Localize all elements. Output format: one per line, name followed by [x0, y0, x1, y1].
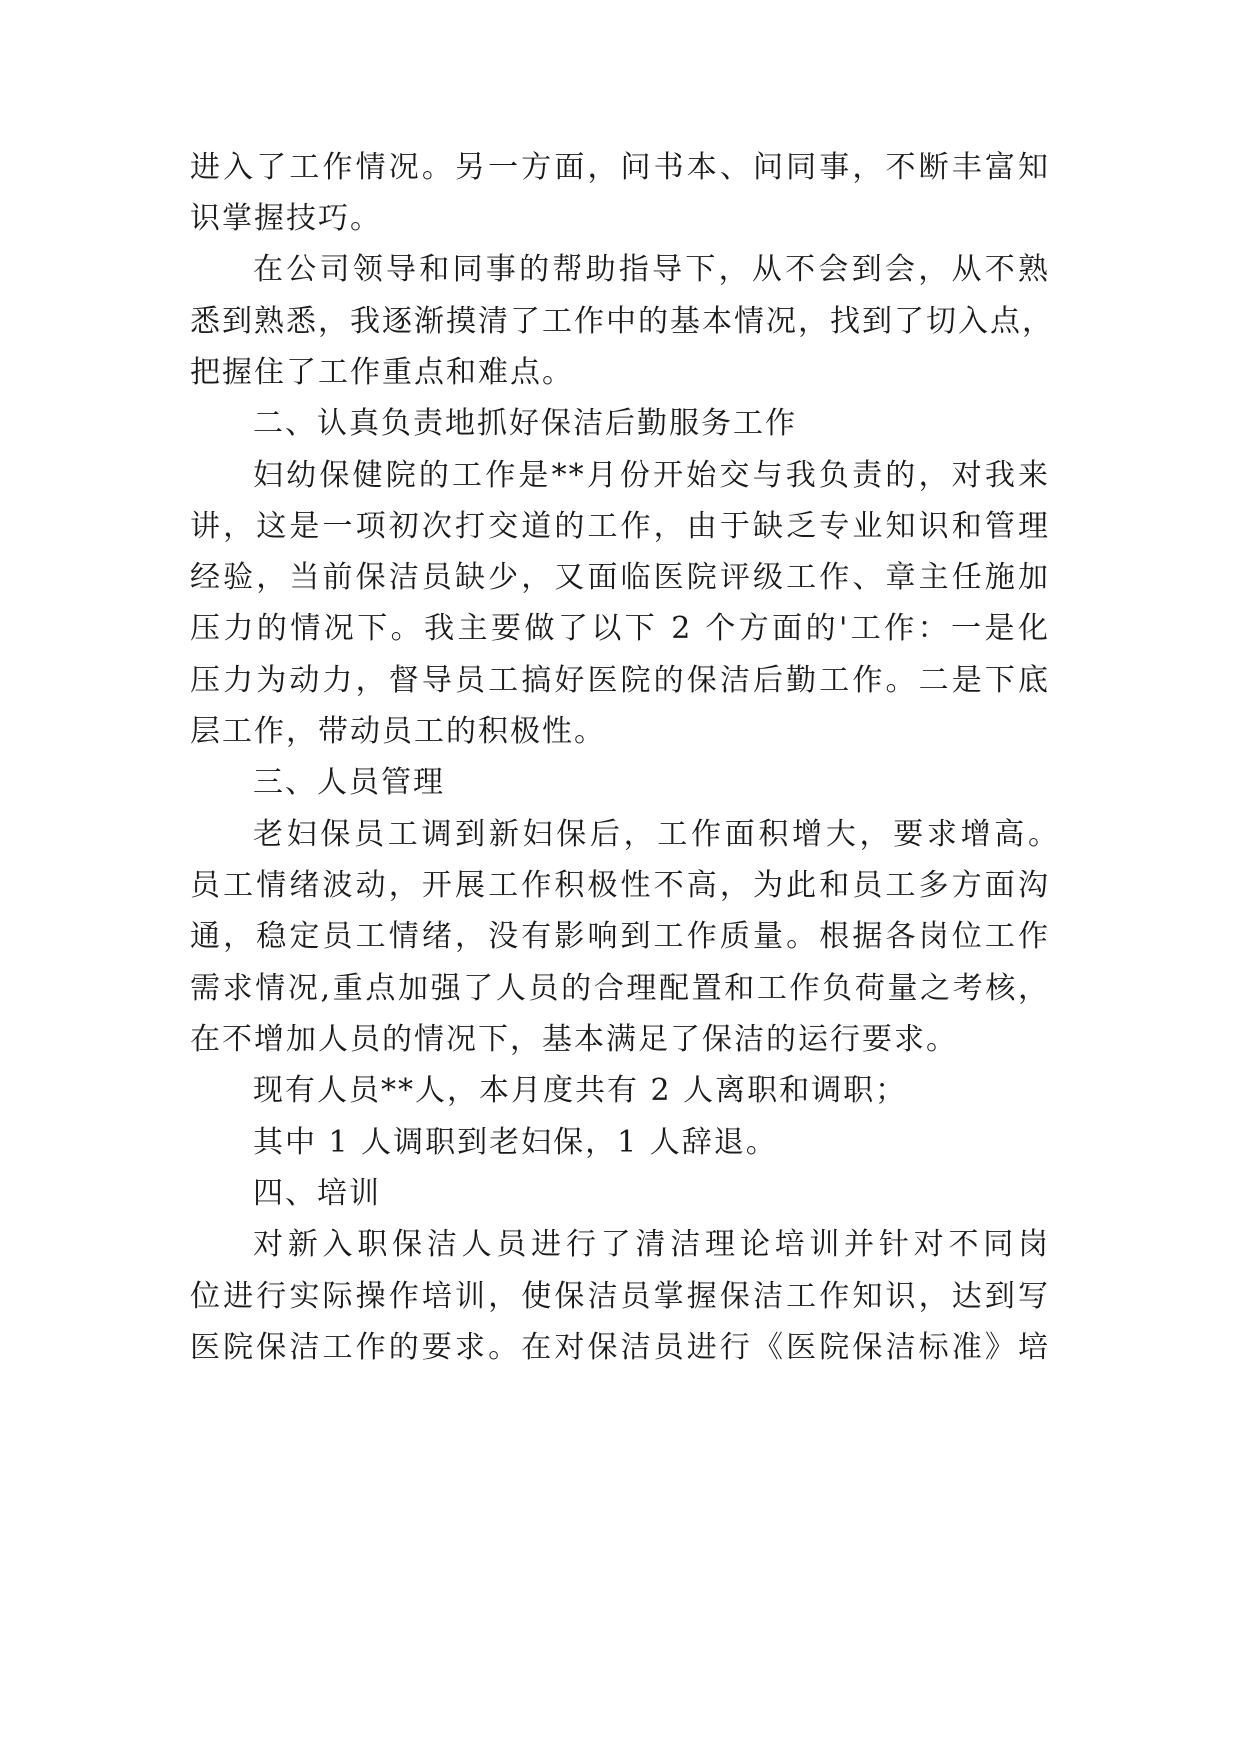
text-line: 其中 1 人调职到老妇保，1 人辞退。: [253, 1125, 778, 1160]
text-line: 进入了工作情况。另一方面，问书本、问同事，不断丰富知: [190, 150, 1050, 185]
text-line: 讲，这是一项初次打交道的工作，由于缺乏专业知识和管理: [190, 509, 1050, 544]
text-line: 需求情况,重点加强了人员的合理配置和工作负荷量之考核，: [190, 971, 1050, 1006]
text-line: 经验，当前保洁员缺少，又面临医院评级工作、章主任施加: [190, 560, 1050, 595]
text-line: 员工情绪波动，开展工作积极性不高，为此和员工多方面沟: [190, 868, 1050, 903]
section-heading: 二、认真负责地抓好保洁后勤服务工作: [253, 406, 797, 441]
text-line: 压力的情况下。我主要做了以下 2 个方面的'工作：一是化: [190, 611, 1050, 646]
paragraph-first-line: 老妇保员工调到新妇保后，工作面积增大，要求增高。: [253, 817, 1060, 852]
section-heading: 三、人员管理: [253, 765, 445, 800]
section-heading: 四、培训: [253, 1176, 381, 1211]
text-line: 位进行实际操作培训，使保洁员掌握保洁工作知识，达到写: [190, 1279, 1050, 1314]
text-line: 现有人员**人，本月度共有 2 人离职和调职；: [253, 1073, 908, 1108]
paragraph-first-line: 妇幼保健院的工作是**月份开始交与我负责的，对我来: [253, 458, 1050, 493]
text-line: 通，稳定员工情绪，没有影响到工作质量。根据各岗位工作: [190, 919, 1050, 954]
text-line: 识掌握技巧。: [190, 201, 382, 236]
paragraph-first-line: 对新入职保洁人员进行了清洁理论培训并针对不同岗: [253, 1227, 1050, 1262]
text-line: 把握住了工作重点和难点。: [190, 355, 574, 390]
text-line: 层工作，带动员工的积极性。: [190, 714, 606, 749]
text-line: 悉到熟悉，我逐渐摸清了工作中的基本情况，找到了切入点，: [190, 304, 1054, 339]
paragraph-first-line: 在公司领导和同事的帮助指导下，从不会到会，从不熟: [253, 252, 1050, 287]
text-line: 压力为动力，督导员工搞好医院的保洁后勤工作。二是下底: [190, 663, 1050, 698]
text-line: 在不增加人员的情况下，基本满足了保洁的运行要求。: [190, 1022, 958, 1057]
text-line: 医院保洁工作的要求。在对保洁员进行《医院保洁标准》培: [190, 1330, 1050, 1365]
